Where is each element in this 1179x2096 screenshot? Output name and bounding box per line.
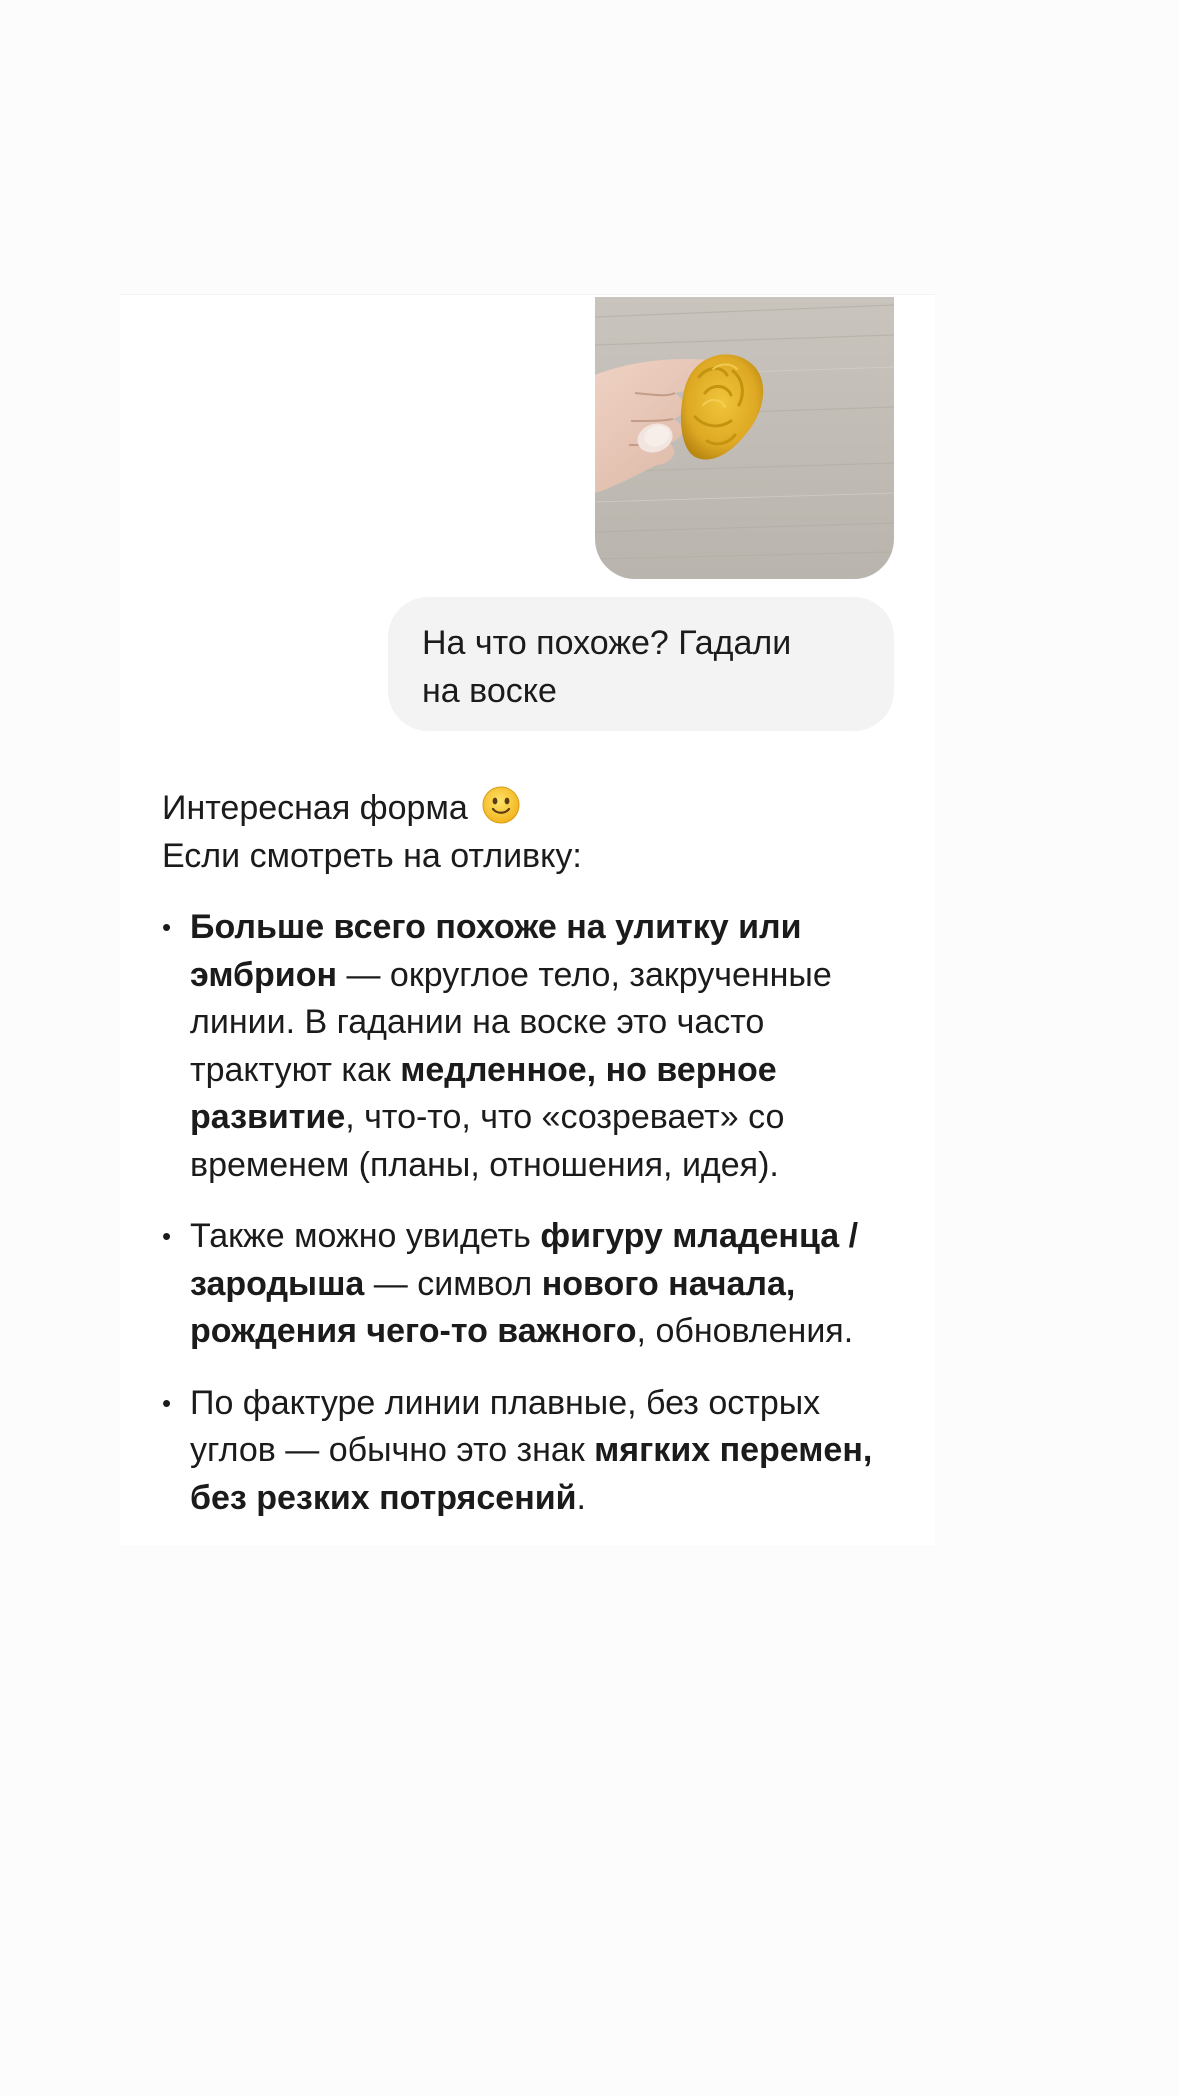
bullet-1-text-1: — округлое тело, закрученные линии. В гадании на воске это часто трактуют как: [190, 955, 832, 1089]
assistant-bullet-list: [162, 904, 902, 1522]
bullet-2-text-1: Также можно увидеть: [190, 1217, 541, 1255]
bullet-item: [162, 1380, 902, 1523]
user-photo-attachment[interactable]: [595, 297, 894, 579]
assistant-message: [162, 785, 902, 1546]
bullet-2-bold-2: нового начала, рождения чего-то важного: [190, 1264, 796, 1350]
bullet-3-text-2: .: [576, 1478, 586, 1517]
bullet-2-text-3: , обновления.: [636, 1312, 854, 1350]
user-message-line-1: На что похоже? Гадали: [422, 624, 792, 662]
bullet-dot: •: [162, 912, 172, 942]
bullet-1-bold-1: Больше всего похоже на улитку или эмбрион: [190, 908, 802, 994]
bullet-1-bold-2: медленное, но верное развитие: [190, 1050, 777, 1136]
bullet-item: [162, 1213, 902, 1356]
assistant-intro-line-2: Если смотреть на отливку:: [162, 836, 582, 875]
bullet-3-bold-1: мягких перемен, без резких потрясений: [190, 1431, 873, 1517]
chat-thread: [120, 294, 935, 1545]
assistant-intro-text: Интересная форма: [162, 789, 468, 827]
bullet-2-text-2: — символ: [364, 1264, 542, 1303]
user-message-bubble: [388, 597, 894, 731]
user-message-line-2: на воске: [422, 672, 557, 710]
wax-photo-image: [595, 297, 894, 579]
assistant-intro-line-1: [162, 785, 902, 833]
bullet-item: [162, 904, 902, 1189]
bullet-3-text-1: По фактуре линии плавные, без острых углов — обычно это знак: [190, 1383, 821, 1469]
bullet-dot: •: [162, 1387, 172, 1418]
bullet-1-text-2: , что-то, что «созревает» со временем (планы, отношения, идея).: [190, 1098, 785, 1184]
slightly-smiling-face-icon: [481, 785, 521, 825]
bullet-2-bold-1: фигуру младенца / зародыша: [190, 1217, 859, 1303]
bullet-dot: •: [162, 1221, 172, 1251]
